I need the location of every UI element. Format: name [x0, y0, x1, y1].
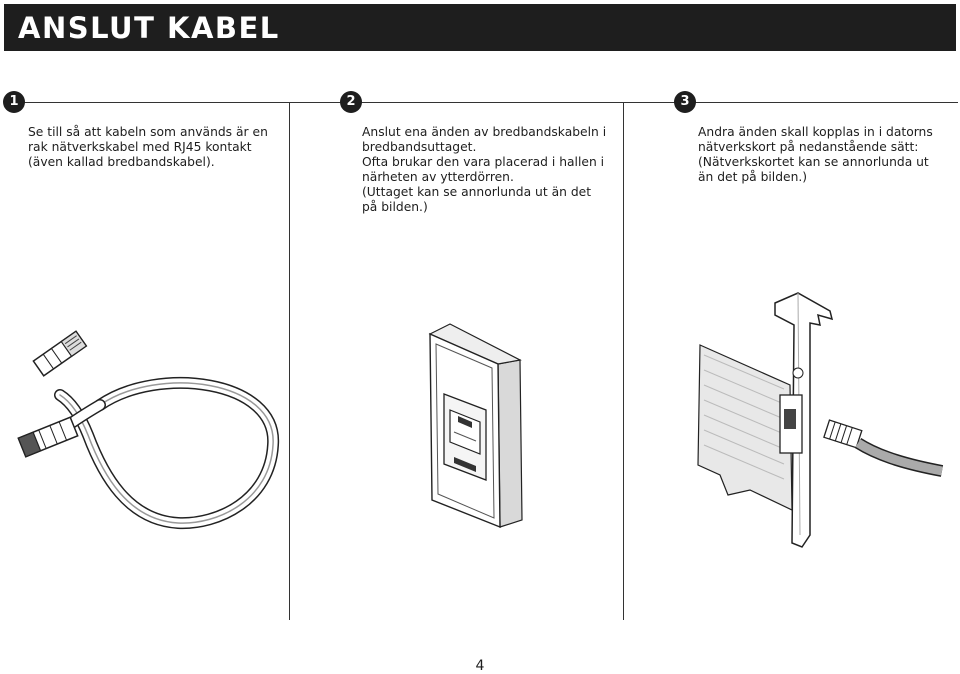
- rj45-plug: [824, 420, 862, 448]
- network-port: [780, 395, 802, 453]
- rj45-plug-upper: [33, 331, 86, 376]
- column-divider-2: [623, 102, 624, 620]
- title-bar: [4, 4, 956, 51]
- page-title: ANSLUT KABEL: [18, 11, 280, 45]
- wall-socket-illustration: [420, 322, 530, 532]
- rj45-plug-lower: [18, 417, 77, 457]
- step-3-text: Andra änden skall kopplas in i datorns nätverkskort på nedanstående sätt: (Nätverkskortet kan se annorlunda ut än det på bilden.): [698, 125, 933, 184]
- network-card-illustration: [680, 285, 950, 560]
- step-3-badge: 3: [674, 91, 696, 113]
- ethernet-cable-illustration: [8, 325, 288, 550]
- step-2-badge: 2: [340, 91, 362, 113]
- page-number: 4: [475, 658, 485, 674]
- column-divider-1: [289, 102, 290, 620]
- step-2-text: Anslut ena änden av bredbandskabeln i bredbandsuttaget. Ofta brukar den vara placerad i hallen i närheten av ytterdörren. (Uttaget kan se annorlunda ut än det på bilden.): [362, 125, 607, 214]
- step-1-text: Se till så att kabeln som används är en rak nätverkskabel med RJ45 kontakt (även kallad bredbandskabel).: [28, 125, 268, 169]
- step-1-rule: [14, 102, 290, 103]
- step-1-badge: 1: [3, 91, 25, 113]
